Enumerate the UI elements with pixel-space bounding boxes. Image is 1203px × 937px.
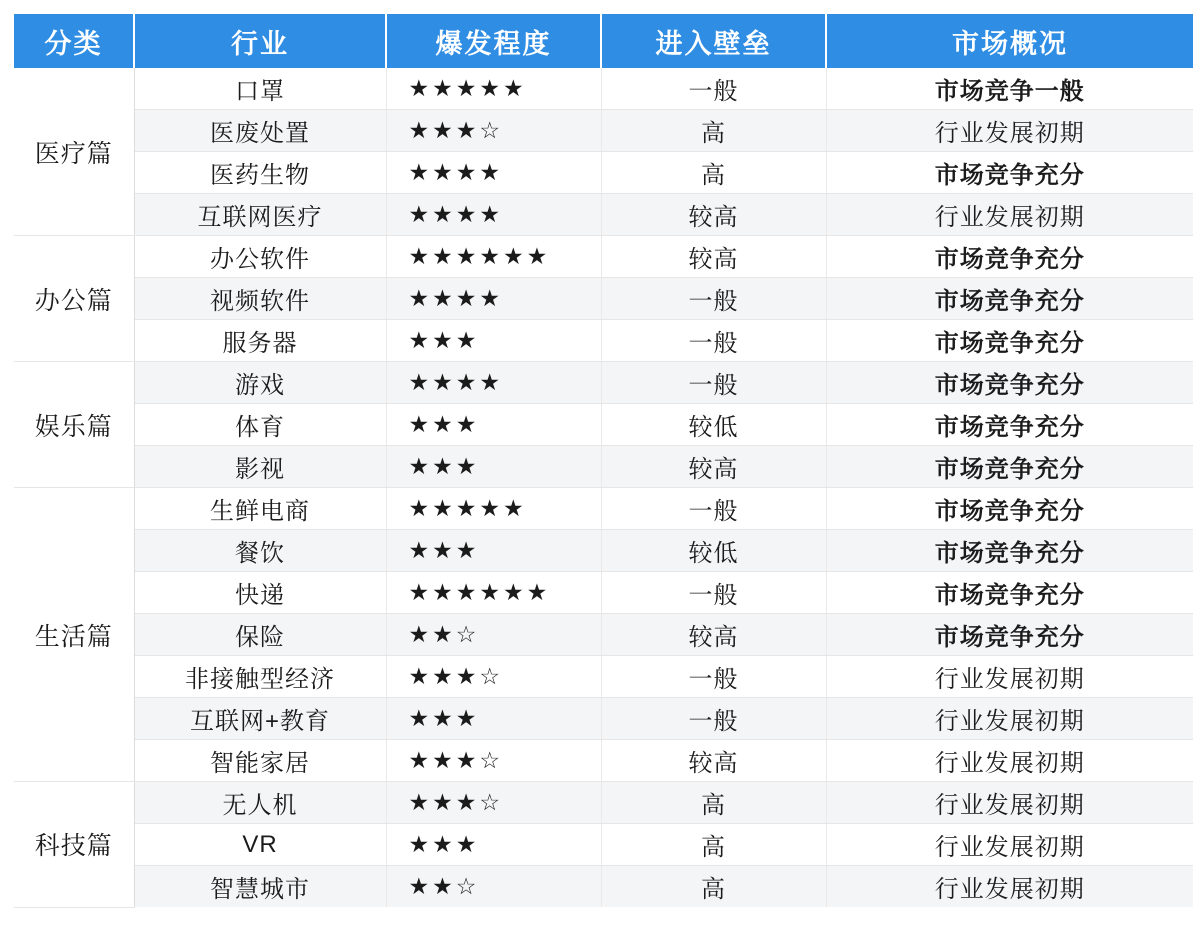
column-header-industry: 行业 <box>134 14 386 68</box>
market-overview-cell: 市场竞争充分 <box>826 446 1193 488</box>
table-row <box>14 320 1193 362</box>
table-row <box>14 572 1193 614</box>
industry-cell: 办公软件 <box>134 236 386 278</box>
industry-cell: 保险 <box>134 614 386 656</box>
market-overview-cell: 市场竞争充分 <box>826 362 1193 404</box>
industry-cell: 医废处置 <box>134 110 386 152</box>
entry-barrier-cell: 较低 <box>601 530 826 572</box>
industry-cell: 影视 <box>134 446 386 488</box>
market-overview-cell: 市场竞争充分 <box>826 278 1193 320</box>
explosiveness-rating-cell: ★★★★★★ <box>386 236 601 278</box>
explosiveness-rating-cell: ★★★★ <box>386 152 601 194</box>
market-overview-cell: 行业发展初期 <box>826 782 1193 824</box>
industry-cell: 智能家居 <box>134 740 386 782</box>
category-cell: 生活篇 <box>14 488 134 782</box>
table-row <box>14 866 1193 908</box>
explosiveness-rating-cell: ★★★ <box>386 446 601 488</box>
industry-cell: 医药生物 <box>134 152 386 194</box>
table-row <box>14 656 1193 698</box>
table-row <box>14 194 1193 236</box>
explosiveness-rating-cell: ★★★☆ <box>386 656 601 698</box>
explosiveness-rating-cell: ★★★★★ <box>386 68 601 110</box>
entry-barrier-cell: 一般 <box>601 572 826 614</box>
table-row <box>14 824 1193 866</box>
entry-barrier-cell: 高 <box>601 110 826 152</box>
table-row <box>14 446 1193 488</box>
market-overview-cell: 市场竞争充分 <box>826 614 1193 656</box>
entry-barrier-cell: 一般 <box>601 698 826 740</box>
entry-barrier-cell: 一般 <box>601 68 826 110</box>
entry-barrier-cell: 一般 <box>601 320 826 362</box>
market-overview-cell: 行业发展初期 <box>826 656 1193 698</box>
explosiveness-rating-cell: ★★★★ <box>386 278 601 320</box>
entry-barrier-cell: 较低 <box>601 404 826 446</box>
table-row <box>14 110 1193 152</box>
entry-barrier-cell: 较高 <box>601 446 826 488</box>
table-row <box>14 236 1193 278</box>
industry-cell: 体育 <box>134 404 386 446</box>
explosiveness-rating-cell: ★★★☆ <box>386 782 601 824</box>
industry-cell: 视频软件 <box>134 278 386 320</box>
column-header-market-overview: 市场概况 <box>826 14 1193 68</box>
entry-barrier-cell: 较高 <box>601 194 826 236</box>
entry-barrier-cell: 一般 <box>601 488 826 530</box>
category-cell: 娱乐篇 <box>14 362 134 488</box>
industry-cell: 口罩 <box>134 68 386 110</box>
industry-cell: 餐饮 <box>134 530 386 572</box>
entry-barrier-cell: 一般 <box>601 656 826 698</box>
category-cell: 医疗篇 <box>14 68 134 236</box>
table-row <box>14 698 1193 740</box>
market-overview-cell: 行业发展初期 <box>826 824 1193 866</box>
entry-barrier-cell: 高 <box>601 866 826 908</box>
market-overview-cell: 市场竞争充分 <box>826 530 1193 572</box>
entry-barrier-cell: 较高 <box>601 236 826 278</box>
explosiveness-rating-cell: ★★★★★★ <box>386 572 601 614</box>
explosiveness-rating-cell: ★★★☆ <box>386 740 601 782</box>
industry-cell: 生鲜电商 <box>134 488 386 530</box>
industry-cell: 互联网医疗 <box>134 194 386 236</box>
market-overview-cell: 行业发展初期 <box>826 866 1193 908</box>
entry-barrier-cell: 高 <box>601 152 826 194</box>
industry-cell: 非接触型经济 <box>134 656 386 698</box>
table-row <box>14 782 1193 824</box>
table-row <box>14 68 1193 110</box>
explosiveness-rating-cell: ★★★ <box>386 530 601 572</box>
table-row <box>14 614 1193 656</box>
market-overview-cell: 行业发展初期 <box>826 110 1193 152</box>
table-row <box>14 740 1193 782</box>
table-row <box>14 488 1193 530</box>
market-overview-cell: 行业发展初期 <box>826 740 1193 782</box>
entry-barrier-cell: 一般 <box>601 362 826 404</box>
entry-barrier-cell: 一般 <box>601 278 826 320</box>
column-header-barrier: 进入壁垒 <box>601 14 826 68</box>
table-row <box>14 362 1193 404</box>
industry-cell: 智慧城市 <box>134 866 386 908</box>
table-row <box>14 278 1193 320</box>
table-row <box>14 152 1193 194</box>
explosiveness-rating-cell: ★★★ <box>386 698 601 740</box>
market-overview-cell: 行业发展初期 <box>826 698 1193 740</box>
category-cell: 办公篇 <box>14 236 134 362</box>
market-overview-cell: 市场竞争一般 <box>826 68 1193 110</box>
table-row <box>14 404 1193 446</box>
market-overview-cell: 市场竞争充分 <box>826 404 1193 446</box>
entry-barrier-cell: 高 <box>601 782 826 824</box>
entry-barrier-cell: 较高 <box>601 740 826 782</box>
industry-cell: 互联网+教育 <box>134 698 386 740</box>
explosiveness-rating-cell: ★★☆ <box>386 614 601 656</box>
market-overview-cell: 市场竞争充分 <box>826 236 1193 278</box>
industry-cell: 快递 <box>134 572 386 614</box>
market-overview-cell: 市场竞争充分 <box>826 572 1193 614</box>
industry-cell: VR <box>134 824 386 866</box>
market-overview-cell: 市场竞争充分 <box>826 488 1193 530</box>
table-body <box>14 68 1193 907</box>
explosiveness-rating-cell: ★★★★ <box>386 362 601 404</box>
explosiveness-rating-cell: ★★★☆ <box>386 110 601 152</box>
market-overview-cell: 市场竞争充分 <box>826 152 1193 194</box>
table-row <box>14 530 1193 572</box>
industry-cell: 游戏 <box>134 362 386 404</box>
explosiveness-rating-cell: ★★★ <box>386 824 601 866</box>
entry-barrier-cell: 高 <box>601 824 826 866</box>
explosiveness-rating-cell: ★★★ <box>386 404 601 446</box>
explosiveness-rating-cell: ★★★★★ <box>386 488 601 530</box>
entry-barrier-cell: 较高 <box>601 614 826 656</box>
table-header-row <box>14 14 1193 68</box>
column-header-explosiveness: 爆发程度 <box>386 14 601 68</box>
industry-cell: 无人机 <box>134 782 386 824</box>
industry-cell: 服务器 <box>134 320 386 362</box>
market-overview-cell: 行业发展初期 <box>826 194 1193 236</box>
explosiveness-rating-cell: ★★★ <box>386 320 601 362</box>
category-cell: 科技篇 <box>14 782 134 908</box>
explosiveness-rating-cell: ★★☆ <box>386 866 601 908</box>
market-overview-cell: 市场竞争充分 <box>826 320 1193 362</box>
industry-matrix-table <box>14 14 1193 908</box>
column-header-category: 分类 <box>14 14 134 68</box>
explosiveness-rating-cell: ★★★★ <box>386 194 601 236</box>
table-header <box>14 14 1193 68</box>
